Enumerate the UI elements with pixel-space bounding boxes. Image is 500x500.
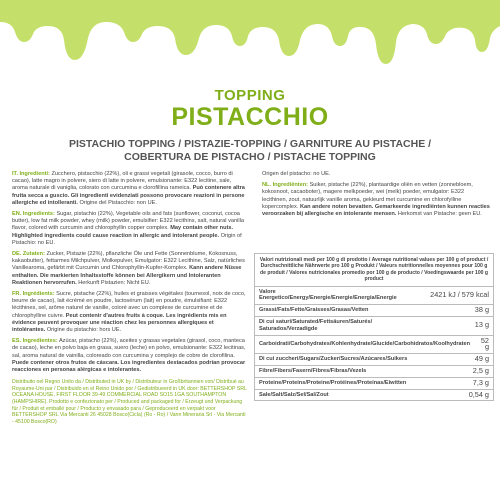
ingredients-de [12,251,247,287]
nutrition-label: Sale/Salt/Salz/Sel/Sal/Zout [259,391,329,398]
ingredients-right-column [262,171,490,222]
nutrition-row-energy [255,287,493,306]
nutrition-label: Grassi/Fats/Fette/Graisses/Grasas/Vetten [259,307,369,314]
nutrition-row-salt [255,390,493,401]
lang-code-de: DE. Zutaten: [12,251,45,258]
ingredients-fr-origin: Origine du pistachio: hors UE. [46,327,122,334]
ingredients-it-origin: Origine del Pistacchio: non UE. [79,199,157,206]
lang-code-it: IT. Ingredienti: [12,171,50,177]
ingredients-nl [262,182,490,218]
ingredients-it-text: Zucchero, pistacchio (22%), oli e grassi vegetali (girasole, cocco, burro di cacao), latte magro in polvere, siero di latte in polvere, emulsionante: E322 lecitine, sale, aroma naturale di vaniglia, colorato con curcumina e clorofillina rameica. [12,171,233,192]
nutrition-value: 49 g [474,354,489,364]
nutrition-value: 38 g [474,305,489,315]
nutrition-value: 7,3 g [472,377,489,387]
ingredients-en-text: Sugar, pistachio (22%), Vegetable oils and fats (sunflower, coconut, cocoa butter), low fat milk powder, whey (milk) powder, emulsifier: E322 lecithins, salt, natural vanilla flavor, colored with curcumin and chlorophyllin copper complex. [12,211,244,232]
nutrition-label: Carboidrati/Carbohydrates/Kohlenhydrate/Glucide/Carbohidratos/Koolhydraten [259,341,471,347]
nutrition-table [254,253,494,401]
nutrition-value: 13 g [474,320,489,330]
lang-code-en: EN. Ingredients: [12,211,55,218]
nutrition-value: 52 g [480,335,489,352]
ingredients-fr [12,291,247,334]
distribution-info: Distribuito nel Regno Unito da / Distributed in UK by / Distributeur in Großbritannien von/ Distribué au Royaume-Uni par / Distribuido en el Reino Unido por / Gedistribueerd in UK door: BETTERSHOP SRL OCEANA HOUSE, FIRST FLOOR 39-49 COMMERCIAL ROAD SO15 1GA SOUTHAMPTON (HAMPSHIRE). Prodotto e confezionato per / Produced and packaged for / Erzeugt und Verpackung für / Produit et emballé pour / Producto y envasado para / Geproduceerd en verpakt voor BETTERSHOP SRL Via Mercanti 26 45028 Bosco(Cicla) (Ro - Ro) / Vann Mineraria Srl - Via Mercanti - 45100 Bosco(RO) [12,379,247,425]
ingredients-it [12,171,247,207]
product-names [0,138,500,164]
nutrition-row-fibers [255,366,493,378]
lang-code-nl: NL. Ingrediënten: [262,182,308,189]
nutrition-value: 0,54 g [468,389,489,399]
ingredients-de-origin: Herkunft Pistazien: Nicht EU. [78,279,151,286]
ingredients-es-origin: Origen del pistacho: no UE. [262,171,331,177]
product-subtitle: TOPPING [214,87,286,104]
ingredients-de-text: Zucker, Pistazie (22%), pflanzliche Öle und Fette (Sonnenblume, Kokosnuss, kakaobutter), fettarmes Milchpulver, Molkepulver, Emulgator: E322 Lecithine, Salz, natürliches Vanillearoma, gefärbt mit Curcumin und Chlorophyllin-Kupfer-Komplex. [12,251,245,272]
product-title: PISTACCHIO [171,103,329,131]
nutrition-label: Valore Energetico/Energy/Energie/Energie/Energia/Energie [259,288,397,302]
ingredients-nl-warning: Kan andere noten bevatten. Gemarkeerde ingrediënten kunnen reacties veroorzaken bij allergische en intolerante mensen. [262,203,490,218]
ingredients-en-origin: Origin of Pistachio: no EU. [12,232,242,246]
ingredients-fr-text: Sucre, pistache (22%), huiles et graisses végétales (tournesol, noix de coco, beurre de cacao), lait écrémé en poudre, lactosérum (lait) en poudre, émulsifiant: E322 lécithines, sel, arôme naturel de vanille, coloré avec un complexe de curcumine et de chlorophylline cuivre. [12,291,246,319]
nutrition-label: Fibre/Fibers/Fasern/Fibres/Fibras/Vezels [259,368,367,374]
nutrition-header: Valori nutrizionali medi per 100 g di prodotto / Average nutritional values per 100 g of product / Durchschnittliche Nährwerte pro 100 g Produkt / Valeurs nutritionnelles moyennes pour 100 g de produit / Valores nutricionales promedio por 100 g de producto / Voedingswaarde per 100 g product [255,254,493,287]
product-names-line-1: PISTACHIO TOPPING / PISTAZIE-TOPPING / GARNITURE AU PISTACHE / [68,138,432,150]
nutrition-row-saturated [255,317,493,336]
lang-code-fr: FR. Ingrédients: [12,291,55,298]
ingredients-nl-origin: Herkomst van Pistache: geen EU. [397,211,482,218]
ingredients-es [12,338,247,374]
nutrition-label: Di cui saturi/Saturated/Fettsäuren/Saturés/ Saturados/Verzadigde [259,319,373,332]
nutrition-row-carbohydrates [255,336,493,355]
ingredients-es-continued [262,171,490,178]
product-names-line-2: COBERTURA DE PISTACHO / PISTACHE TOPPING [124,151,376,163]
lang-code-es: ES. Ingredientes: [12,338,58,345]
nutrition-value: 2421 kJ / 579 kcal [430,290,489,300]
title-block [0,88,500,131]
green-drip-decoration [0,0,500,80]
nutrition-value: 2,5 g [472,366,489,375]
ingredients-en-warning: May contain other nuts. Highlighted ingredients could cause reaction in allergic and intolerant people. [12,225,234,239]
nutrition-label: Di cui zuccheri/Sugars/Zucker/Sucres/Azúcares/Suikers [259,356,408,363]
ingredients-fr-warning: Peut contenir d'autres fruits à coque. Les ingrédients mis en évidence peuvent provoquer une réaction chez les personnes allergiques et intolérantes. [12,312,227,334]
nutrition-label: Proteine/Proteins/Proteine/Protéines/Proteínas/Eiwitten [259,379,407,386]
ingredients-en [12,211,247,247]
nutrition-row-sugars [255,354,493,366]
ingredients-it-warning: Può contenere altra frutta secca a guscio. Gli ingredienti evidenziati possono provocare reazioni in persone allergiche ed intolleranti. [12,185,245,206]
ingredients-es-warning-start: Puede contener otros frutos de cáscara. Los ingredientes destacados podrían provocar reacciones en personas alérgicas e intolerantes. [12,359,246,374]
ingredients-nl-text: Suiker, pistache (22%), plantaardige oliën en vetten (zonnebloem, kokosnoot, cacaoboter), magere melkpoeder, wei (melk) poeder, emulgator: E322 lecithinen, zout, natuurlijk vanille aroma, gekleurd met curcumine en chlorofylline kopercomplex. [262,182,473,210]
ingredients-left-column [12,171,247,425]
nutrition-row-proteins [255,378,493,390]
ingredients-es-text: Azúcar, pistacho (22%), aceites y grasas vegetales (girasol, coco, manteca de cacao), leche en polvo baja en grasa, suero (leche) en polvo, emulsionante: E322 lecitinas, sal, aroma natural de vainilla, coloreado con curcumina y complejo de cobre de clorofilina. [12,338,246,359]
nutrition-row-fats [255,305,493,317]
ingredients-de-warning: Kann andere Nüsse enthalten. Die markierten Inhaltsstoffe können bei Allergikern und Intoleranten Reaktionen hervorrufen. [12,265,242,286]
